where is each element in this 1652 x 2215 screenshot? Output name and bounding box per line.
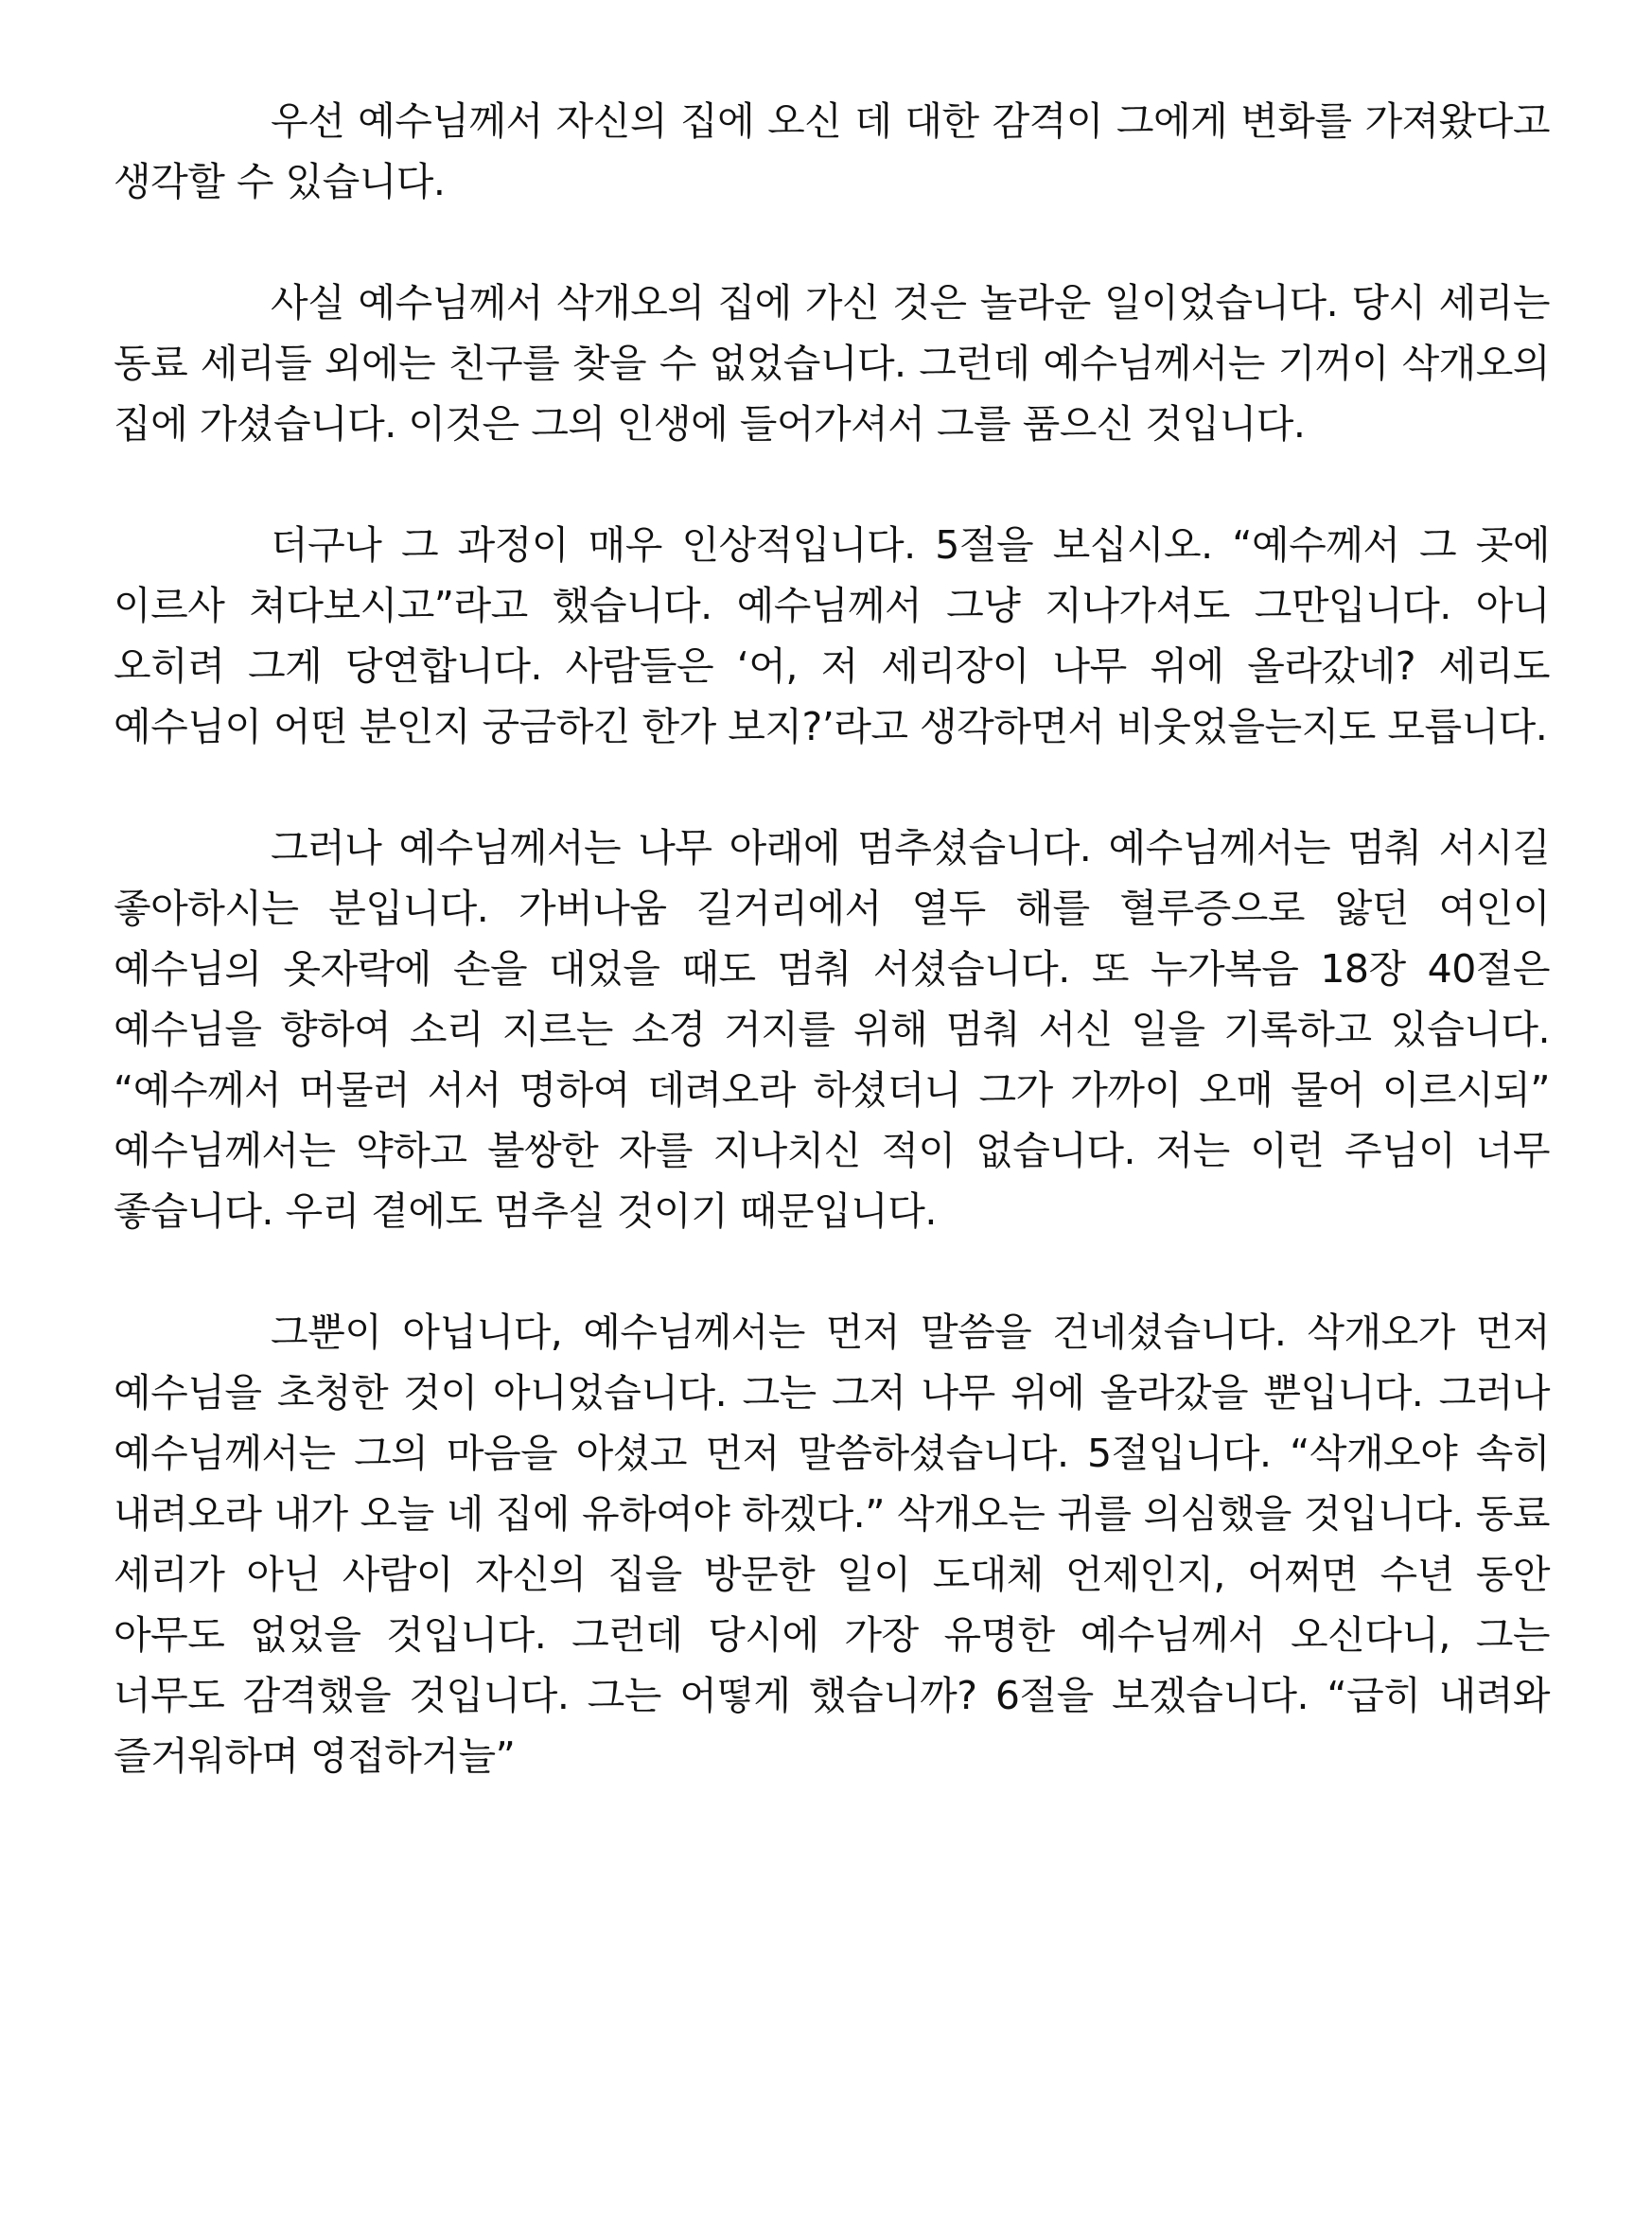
paragraph-4: 그러나 예수님께서는 나무 아래에 멈추셨습니다. 예수님께서는 멈춰 서시길 좋아하시는 분입니다. 가버나움 길거리에서 열두 해를 혈루증으로 앓던 여인이 예수님의 옷자락에 손을 대었을 때도 멈춰 서셨습니다. 또 누가복음 18장 40절은 예수님을 향하여 소리 지르는 소경 거지를 위해 멈춰 서신 일을 기록하고 있습니다. “예수께서 머물러 서서 명하여 데려오라 하셨더니 그가 가까이 오매 물어 이르시되” 예수님께서는 약하고 불쌍한 자를 지나치신 적이 없습니다. 저는 이런 주님이 너무 좋습니다. 우리 곁에도 멈추실 것이기 때문입니다. bbox=[114, 825, 1550, 1234]
paragraph-2: 사실 예수님께서 삭개오의 집에 가신 것은 놀라운 일이었습니다. 당시 세리는 동료 세리들 외에는 친구를 찾을 수 없었습니다. 그런데 예수님께서는 기꺼이 삭개오의 집에 가셨습니다. 이것은 그의 인생에 들어가셔서 그를 품으신 것입니다. bbox=[114, 280, 1550, 447]
document-page bbox=[114, 91, 1550, 1786]
paragraph-3: 더구나 그 과정이 매우 인상적입니다. 5절을 보십시오. “예수께서 그 곳에 이르사 쳐다보시고”라고 했습니다. 예수님께서 그냥 지나가셔도 그만입니다. 아니 오히려 그게 당연합니다. 사람들은 ‘어, 저 세리장이 나무 위에 올라갔네? 세리도 예수님이 어떤 분인지 궁금하긴 한가 보지?’라고 생각하면서 비웃었을는지도 모릅니다. bbox=[114, 522, 1550, 749]
paragraph-5: 그뿐이 아닙니다, 예수님께서는 먼저 말씀을 건네셨습니다. 삭개오가 먼저 예수님을 초청한 것이 아니었습니다. 그는 그저 나무 위에 올라갔을 뿐입니다. 그러나 예수님께서는 그의 마음을 아셨고 먼저 말씀하셨습니다. 5절입니다. “삭개오야 속히 내려오라 내가 오늘 네 집에 유하여야 하겠다.” 삭개오는 귀를 의심했을 것입니다. 동료 세리가 아닌 사람이 자신의 집을 방문한 일이 도대체 언제인지, 어쩌면 수년 동안 아무도 없었을 것입니다. 그런데 당시에 가장 유명한 예수님께서 오신다니, 그는 너무도 감격했을 것입니다. 그는 어떻게 했습니까? 6절을 보겠습니다. “급히 내려와 즐거워하며 영접하거늘” bbox=[114, 1310, 1551, 1779]
paragraph-1: 우선 예수님께서 자신의 집에 오신 데 대한 감격이 그에게 변화를 가져왔다고 생각할 수 있습니다. bbox=[114, 98, 1550, 204]
